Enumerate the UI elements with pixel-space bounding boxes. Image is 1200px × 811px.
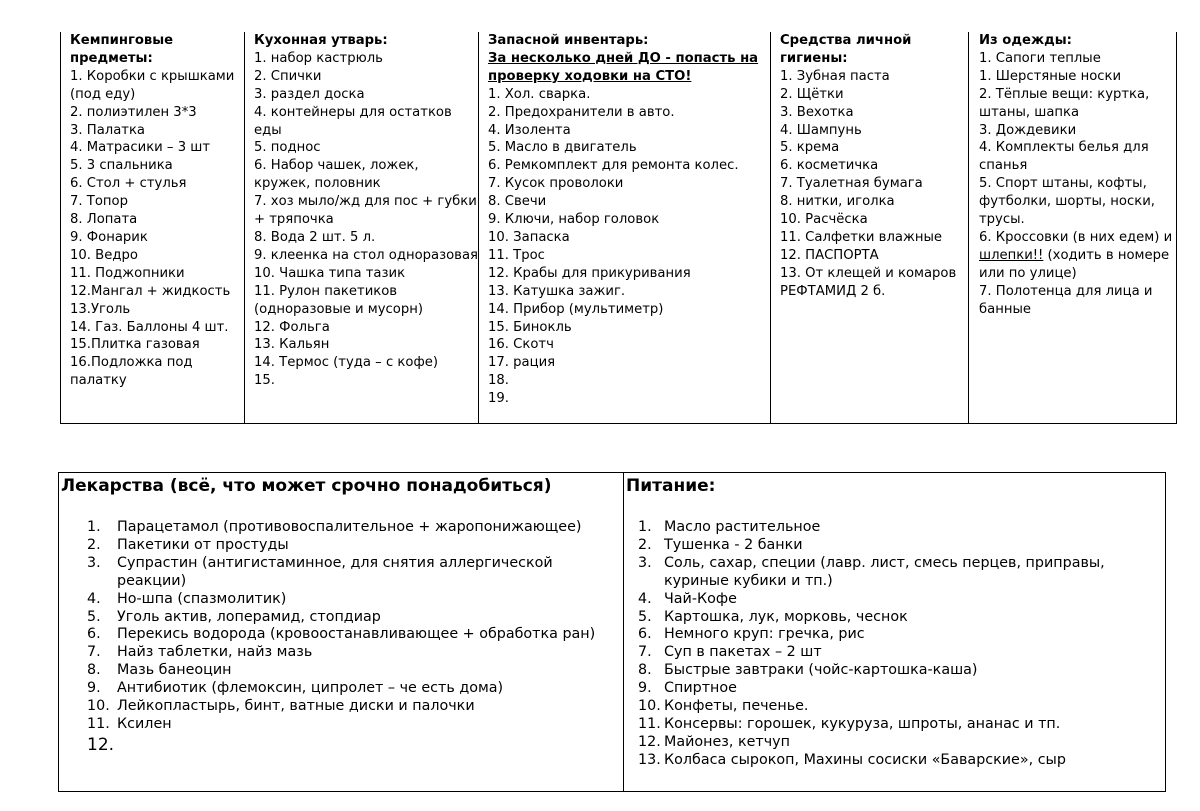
list-item: 5. Спорт штаны, кофты, футболки, шорты, носки, трусы.	[979, 176, 1155, 228]
list-item-text: Масло растительное	[664, 519, 821, 535]
list-item	[87, 734, 619, 756]
list-item: 11. Трос	[488, 247, 545, 263]
list-item	[87, 680, 619, 698]
list-item	[638, 626, 1161, 644]
list-item: 10. Ведро	[70, 247, 138, 263]
list-item-number: 6.	[638, 626, 652, 643]
list-item: 1. Зубная паста	[780, 68, 890, 84]
list-item-number: 10.	[638, 698, 661, 715]
list-item-text: Лейкопластырь, бинт, ватные диски и палочки	[117, 698, 475, 715]
list-item	[638, 519, 1161, 537]
list-item	[87, 716, 619, 734]
list-item: 13. Кальян	[254, 337, 330, 353]
list-item: 14. Газ. Баллоны 4 шт.	[70, 319, 229, 335]
list-item	[638, 591, 1161, 609]
list-item: 3. Палатка	[70, 122, 146, 138]
list-item	[638, 609, 1161, 627]
list-item	[87, 591, 619, 609]
list-item: 17. рация	[488, 355, 556, 371]
list-item: 4. контейнеры для остатков еды	[254, 104, 452, 138]
list-item-text: Соль, сахар, специи (лавр. лист, смесь перцев, приправы, куриные кубики и тп.)	[664, 554, 1105, 589]
list-item-number: 2.	[87, 536, 101, 553]
list-item: 1. Сапоги теплые	[979, 50, 1101, 66]
list-item: 10. Запаска	[488, 229, 570, 245]
list-item	[638, 752, 1161, 770]
list-item: 2. Тёплые вещи: куртка, штаны, шапка	[979, 86, 1150, 120]
list-item: 6. косметичка	[780, 158, 879, 174]
list-item	[87, 662, 619, 680]
list-item: 9. клеенка на стол одноразовая	[254, 247, 478, 263]
list-item-number: 8.	[638, 662, 652, 679]
list-item-number: 5.	[638, 608, 652, 625]
list-item: 5. крема	[780, 140, 840, 156]
list-item: 19.	[488, 391, 509, 407]
list-item: 14. Прибор (мультиметр)	[488, 301, 664, 317]
list-item: 11. Поджопники	[70, 265, 185, 281]
list-item: 14. Термос (туда – с кофе)	[254, 355, 438, 371]
list-item	[87, 519, 619, 537]
list-item	[979, 229, 1176, 283]
list-item-number: 4.	[638, 590, 652, 607]
camping-list	[70, 68, 244, 390]
list-item-text: Пакетики от простуды	[117, 536, 289, 553]
list-item	[87, 555, 619, 591]
hygiene-header: Средства личной гигиены:	[780, 33, 912, 66]
clothes-list	[979, 50, 1176, 319]
clothes-column	[969, 32, 1177, 424]
list-item: 15.	[254, 373, 275, 389]
list-item-text: Но-шпа (спазмолитик)	[117, 590, 287, 607]
supplies-table	[58, 472, 1166, 792]
camping-column	[61, 32, 245, 424]
list-item: 15. Бинокль	[488, 319, 572, 335]
list-item-text: Спиртное	[664, 680, 737, 697]
list-item	[638, 537, 1161, 555]
list-item: 3. Дождевики	[979, 122, 1077, 138]
list-item-text: Суп в пакетах – 2 шт	[664, 644, 822, 661]
hygiene-column	[771, 32, 969, 424]
list-item-number: 4.	[87, 590, 101, 607]
list-item-text: Антибиотик (флемоксин, ципролет – че есть дома)	[117, 680, 504, 697]
list-item-text: Майонез, кетчуп	[664, 733, 790, 750]
list-item-number: 5.	[87, 608, 101, 625]
list-item-text: Мазь банеоцин	[117, 662, 232, 679]
list-item-number: 1.	[87, 519, 101, 535]
packing-list-table	[60, 32, 1177, 424]
list-item-text: Парацетамол (противовоспалительное + жаропонижающее)	[117, 519, 582, 535]
list-item: 16.Подложка под палатку	[70, 355, 193, 389]
list-item-text: Найз таблетки, найз мазь	[117, 644, 313, 661]
kitchen-column	[245, 32, 479, 424]
hygiene-list	[780, 68, 968, 301]
list-item	[638, 680, 1161, 698]
spare-list	[488, 86, 770, 408]
spare-header: Запасной инвентарь:	[488, 33, 649, 48]
list-item	[87, 698, 619, 716]
list-item-tail: (ходить в номере или по улице)	[979, 247, 1170, 281]
medicine-list	[87, 519, 619, 756]
list-item: 12. Крабы для прикуривания	[488, 265, 691, 281]
list-item: 10. Чашка типа тазик	[254, 265, 406, 281]
list-item: 9. Фонарик	[70, 229, 148, 245]
list-item-number: 7.	[87, 644, 101, 661]
list-item	[638, 555, 1161, 591]
list-item: 15.Плитка газовая	[70, 337, 200, 353]
camping-header: Кемпинговые предметы:	[70, 33, 174, 66]
list-item-number: 2.	[638, 536, 652, 553]
spare-column	[479, 32, 771, 424]
list-item	[638, 716, 1161, 734]
food-header: Питание:	[626, 476, 716, 496]
list-item-text: Ксилен	[117, 715, 172, 732]
list-item	[87, 644, 619, 662]
list-item: 4. Комплекты белья для спанья	[979, 140, 1149, 174]
list-item-text: Тушенка - 2 банки	[664, 536, 803, 553]
list-item: 12.Мангал + жидкость	[70, 283, 231, 299]
list-item: 2. полиэтилен 3*3	[70, 104, 197, 120]
list-item	[638, 698, 1161, 716]
list-item: 13.Уголь	[70, 301, 131, 317]
list-item: 5. поднос	[254, 140, 321, 156]
list-item-number: 12.	[87, 734, 115, 755]
clothes-header: Из одежды:	[979, 33, 1072, 48]
list-item-text	[117, 734, 619, 756]
list-item: 2. Спички	[254, 68, 322, 84]
list-item-number: 6.	[87, 626, 101, 643]
list-item-text: Немного круп: гречка, рис	[664, 626, 865, 643]
list-item-number: 13.	[638, 751, 661, 768]
list-item: 8. Свечи	[488, 194, 547, 210]
kitchen-list	[254, 50, 478, 390]
list-item	[638, 662, 1161, 680]
list-item: 7. хоз мыло/жд для пос + губки + тряпочка	[254, 194, 477, 228]
list-item-number: 10.	[87, 698, 110, 715]
medicine-column	[59, 473, 624, 791]
list-item: 12. ПАСПОРТА	[780, 247, 879, 263]
list-item: 1. Коробки с крышками (под еду)	[70, 68, 235, 102]
list-item	[638, 734, 1161, 752]
list-item-text: Быстрые завтраки (чойс-картошка-каша)	[664, 662, 978, 679]
list-item-number: 9.	[638, 680, 652, 697]
list-item-number: 12.	[638, 733, 661, 750]
list-item: 1. Шерстяные носки	[979, 68, 1122, 84]
list-item: 16. Скотч	[488, 337, 554, 353]
list-item: 7. Кусок проволоки	[488, 176, 624, 192]
list-item-number: 11.	[87, 715, 110, 732]
list-item: 7. Полотенца для лица и банные	[979, 283, 1153, 317]
list-item: 3. Вехотка	[780, 104, 854, 120]
list-item	[87, 626, 619, 644]
list-item: 6. Ремкомплект для ремонта колес.	[488, 158, 739, 174]
list-item: 8. Лопата	[70, 212, 138, 228]
list-item: 4. Матрасики – 3 шт	[70, 140, 211, 156]
list-item-number: 8.	[87, 662, 101, 679]
list-item: 1. Хол. сварка.	[488, 86, 591, 102]
list-item-text: Уголь актив, лоперамид, стопдиар	[117, 608, 381, 625]
list-item: 4. Изолента	[488, 122, 571, 138]
list-item: 6. Стол + стулья	[70, 176, 187, 192]
slippers-link: шлепки!!	[979, 247, 1044, 263]
spare-note: За несколько дней ДО - попасть на проверку ходовки на СТО!	[488, 50, 759, 84]
kitchen-header: Кухонная утварь:	[254, 33, 388, 48]
list-item	[87, 537, 619, 555]
list-item-number: 3.	[638, 554, 652, 571]
list-item: 6. Набор чашек, ложек, кружек, половник	[254, 158, 419, 192]
list-item: 13. От клещей и комаров РЕФТАМИД 2 б.	[780, 265, 957, 299]
list-item: 4. Шампунь	[780, 122, 862, 138]
list-item: 11. Рулон пакетиков (одноразовые и мусорн)	[254, 283, 424, 317]
list-item-number: 7.	[638, 644, 652, 661]
food-list	[638, 519, 1161, 770]
list-item-text: Конфеты, печенье.	[664, 698, 809, 715]
food-column	[624, 473, 1165, 791]
list-item-text: Супрастин (антигистаминное, для снятия аллергической реакции)	[117, 554, 553, 589]
list-item: 7. Туалетная бумага	[780, 176, 923, 192]
list-item-text: 6. Кроссовки (в них едем) и	[979, 229, 1173, 245]
list-item: 9. Ключи, набор головок	[488, 212, 660, 228]
list-item: 5. 3 спальника	[70, 158, 173, 174]
list-item-number: 3.	[87, 554, 101, 571]
list-item: 8. Вода 2 шт. 5 л.	[254, 229, 376, 245]
list-item	[638, 644, 1161, 662]
list-item-text: Перекись водорода (кровоостанавливающее + обработка ран)	[117, 626, 596, 643]
list-item-number: 9.	[87, 680, 101, 697]
list-item: 8. нитки, иголка	[780, 194, 895, 210]
list-item-text: Консервы: горошек, кукуруза, шпроты, ананас и тп.	[664, 715, 1061, 732]
list-item-text: Картошка, лук, морковь, чеснок	[664, 608, 908, 625]
list-item: 13. Катушка зажиг.	[488, 283, 626, 299]
list-item: 1. набор кастрюль	[254, 50, 383, 66]
list-item-text: Колбаса сырокоп, Махины сосиски «Баварские», сыр	[664, 751, 1066, 768]
list-item: 5. Масло в двигатель	[488, 140, 637, 156]
list-item: 12. Фольга	[254, 319, 330, 335]
list-item: 11. Салфетки влажные	[780, 229, 942, 245]
list-item: 2. Щётки	[780, 86, 844, 102]
list-item: 2. Предохранители в авто.	[488, 104, 675, 120]
list-item-number: 11.	[638, 715, 661, 732]
list-item	[87, 609, 619, 627]
list-item: 3. раздел доска	[254, 86, 365, 102]
medicine-header: Лекарства (всё, что может срочно понадобиться)	[61, 476, 552, 496]
list-item-text: Чай-Кофе	[664, 590, 737, 607]
list-item: 18.	[488, 373, 509, 389]
list-item-number: 1.	[638, 519, 652, 535]
list-item: 10. Расчёска	[780, 212, 868, 228]
list-item: 7. Топор	[70, 194, 128, 210]
